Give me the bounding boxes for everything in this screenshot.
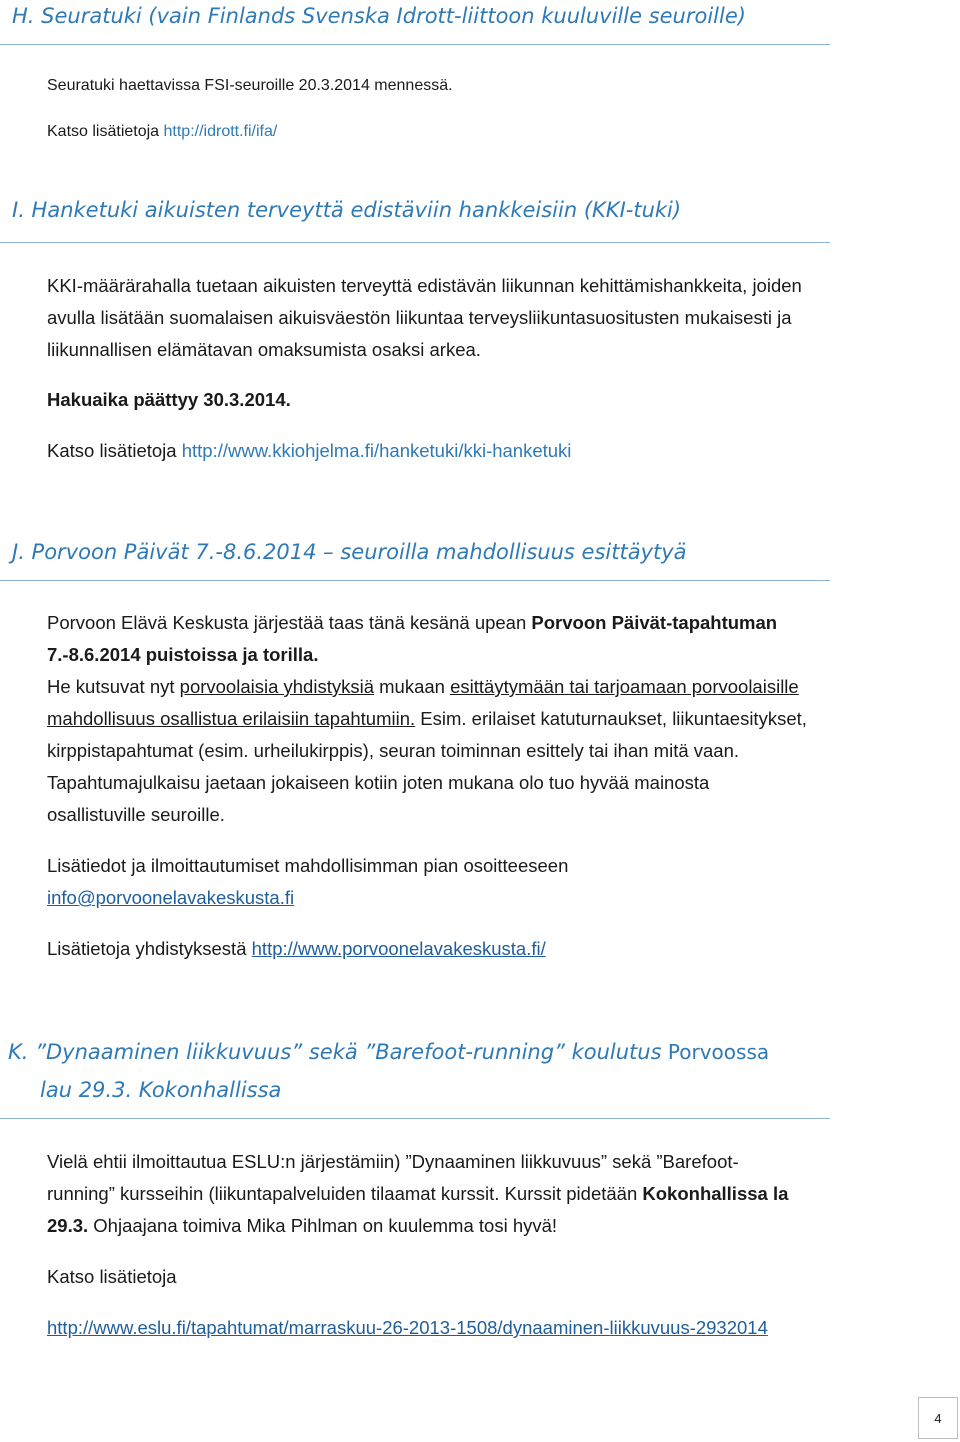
invite-underlined: esittäytymään tai tarjoamaan porvoolaisille: [450, 676, 799, 697]
section-i-more-info: [47, 440, 571, 462]
intro-event-name: Porvoon Päivät-tapahtuman: [531, 612, 778, 633]
more-info-label: Katso lisätietoja: [47, 440, 177, 461]
assoc-label: Lisätietoja yhdistyksestä: [47, 938, 252, 959]
eslu-link[interactable]: http://www.eslu.fi/tapahtumat/marraskuu-26-2013-1508/dynaaminen-liikkuvuus-2932014: [47, 1317, 768, 1338]
invite-underlined: mahdollisuus osallistua erilaisiin tapahtumiin.: [47, 708, 416, 729]
section-i-title: I. Hanketuki aikuisten terveyttä edistäviin hankkeisiin (KKI-tuki): [12, 198, 682, 222]
section-j-contact-email-line: [47, 887, 294, 909]
section-j-rule: [0, 580, 830, 581]
para-text: running” kursseihin (liikuntapalveluiden tilaamat kurssit. Kurssit pidetään: [47, 1183, 643, 1204]
assoc-link[interactable]: http://www.porvoonelavakeskusta.fi/: [251, 938, 546, 959]
section-j-contact-line: Lisätiedot ja ilmoittautumiset mahdollisimman pian osoitteeseen: [47, 855, 569, 876]
section-k-title-line-1: [8, 1040, 769, 1064]
section-k-rule: [0, 1118, 830, 1119]
para-bold: Kokonhallissa la: [642, 1183, 789, 1204]
page-number: 4: [918, 1397, 958, 1439]
section-k-para-line-1: Vielä ehtii ilmoittautua ESLU:n järjestämiin) ”Dynaaminen liikkuvuus” sekä ”Barefoot-: [47, 1151, 739, 1172]
idrott-link[interactable]: http://idrott.fi/ifa/: [163, 123, 278, 140]
section-k-more-info-url-line: [47, 1317, 768, 1339]
para-text: Ohjaajana toimiva Mika Pihlman on kuulemma tosi hyvä!: [88, 1215, 558, 1236]
section-i-para-line: liikunnallisen elämätavan omaksumista osaksi arkea.: [47, 339, 481, 360]
section-i-rule: [0, 242, 830, 243]
section-h-deadline: Seuratuki haettavissa FSI-seuroille 20.3.2014 mennessä.: [47, 77, 453, 94]
section-k-title-line-2: lau 29.3. Kokonhallissa: [40, 1078, 282, 1102]
section-k-para-line-2: [47, 1183, 788, 1205]
section-k-title-tail: Porvoossa: [661, 1040, 770, 1064]
contact-email-link[interactable]: info@porvoonelavakeskusta.fi: [47, 887, 295, 908]
section-h-rule: [0, 44, 830, 45]
kki-link[interactable]: http://www.kkiohjelma.fi/hanketuki/kki-hanketuki: [181, 440, 572, 461]
intro-text: Porvoon Elävä Keskusta järjestää taas tänä kesänä upean: [47, 612, 532, 633]
section-i-para-line: avulla lisätään suomalaisen aikuisväestön liikuntaa terveysliikuntasuositusten mukaisesti ja: [47, 307, 792, 328]
invite-text: He kutsuvat nyt: [47, 676, 180, 697]
section-j-invite-line-4: Tapahtumajulkaisu jaetaan jokaiseen kotiin joten mukana olo tuo hyvää mainosta: [47, 772, 710, 793]
section-i-para-line: KKI-määrärahalla tuetaan aikuisten terveyttä edistävän liikunnan kehittämishankkeita, joiden: [47, 275, 802, 296]
section-j-intro-line-1: [47, 612, 777, 634]
more-info-label: Katso lisätietoja: [47, 123, 160, 140]
section-j-invite-line-5: osallistuville seuroille.: [47, 804, 225, 825]
section-k-para-line-3: [47, 1215, 557, 1237]
invite-underlined: porvoolaisia yhdistyksiä: [179, 676, 374, 697]
section-j-invite-line-1: [47, 676, 799, 698]
section-j-invite-line-3: kirppistapahtumat (esim. urheilukirppis), seuran toiminnan esittely tai ihan mitä vaan.: [47, 740, 740, 761]
para-bold: 29.3.: [47, 1215, 89, 1236]
section-k-more-info-label: Katso lisätietoja: [47, 1266, 177, 1287]
invite-text: mukaan: [374, 676, 451, 697]
section-h-title: H. Seuratuki (vain Finlands Svenska Idrott-liittoon kuuluville seuroille): [12, 4, 746, 28]
section-h-more-info: [47, 123, 277, 141]
section-j-intro-line-2: 7.-8.6.2014 puistoissa ja torilla.: [47, 644, 319, 665]
section-i-deadline: Hakuaika päättyy 30.3.2014.: [47, 389, 291, 410]
section-j-title: J. Porvoon Päivät 7.-8.6.2014 – seuroilla mahdollisuus esittäytyä: [12, 540, 687, 564]
invite-text: Esim. erilaiset katuturnaukset, liikuntaesitykset,: [415, 708, 807, 729]
section-j-assoc-line: [47, 938, 546, 960]
section-k-title-main: K. ”Dynaaminen liikkuvuus” sekä ”Barefoot-running” koulutus: [8, 1040, 662, 1064]
section-j-invite-line-2: [47, 708, 807, 730]
